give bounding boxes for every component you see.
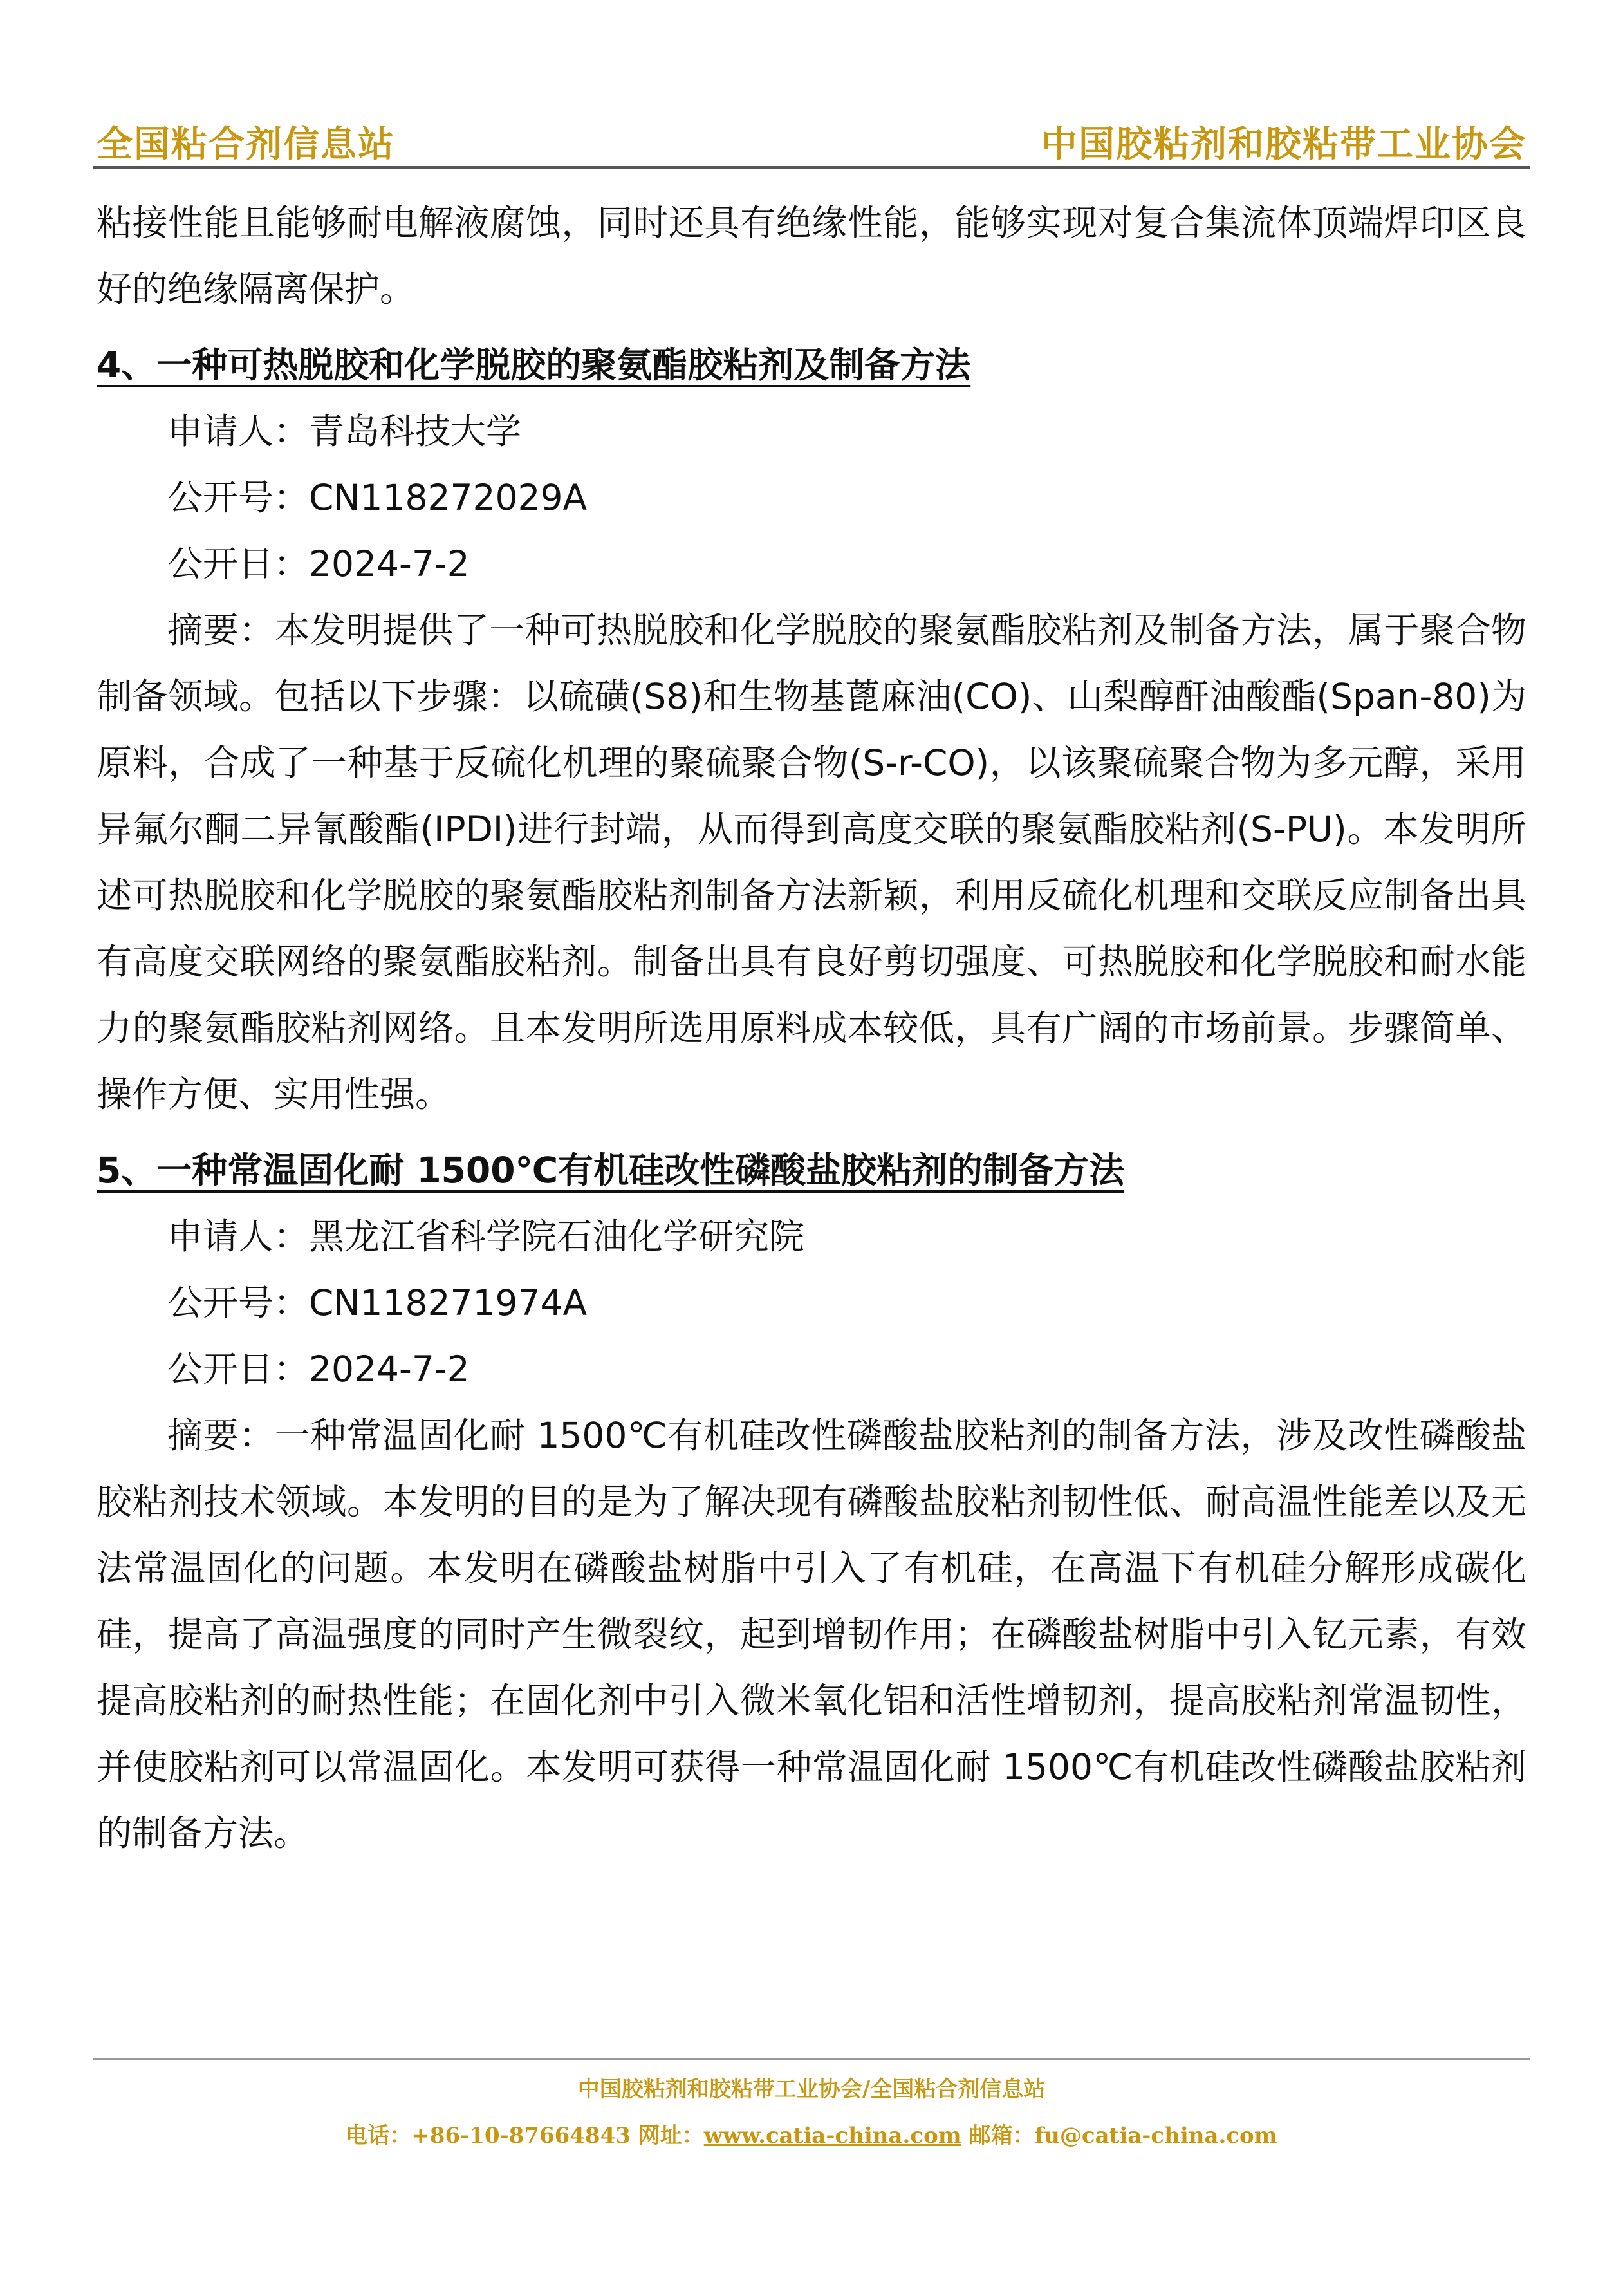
- entry-5-publication-date: 公开日：2024-7-2: [167, 1349, 470, 1390]
- footer-phone: 电话：+86-10-87664843 网址：: [346, 2123, 704, 2149]
- footer-organization: 中国胶粘剂和胶粘带工业协会/全国粘合剂信息站: [577, 2077, 1046, 2102]
- footer-email[interactable]: fu@catia-china.com: [1034, 2123, 1277, 2149]
- footer-contact: [0, 2118, 1623, 2149]
- header-site-name: 全国粘合剂信息站: [97, 124, 395, 165]
- header-association-name: 中国胶粘剂和胶粘带工业协会: [1041, 124, 1526, 165]
- entry-4-abstract: 摘要：本发明提供了一种可热脱胶和化学脱胶的聚氨酯胶粘剂及制备方法，属于聚合物制备领域。包括以下步骤：以硫磺(S8)和生物基蓖麻油(CO)、山梨醇酐油酸酯(Span-80)为原料，合成了一种基于反硫化机理的聚硫聚合物(S-r-CO)，以该聚硫聚合物为多元醇，采用异氟尔酮二异氰酸酯(IPDI)进行封端，从而得到高度交联的聚氨酯胶粘剂(S-PU)。本发明所述可热脱胶和化学脱胶的聚氨酯胶粘剂制备方法新颖，利用反硫化机理和交联反应制备出具有高度交联网络的聚氨酯胶粘剂。制备出具有良好剪切强度、可热脱胶和化学脱胶和耐水能力的聚氨酯胶粘剂网络。且本发明所选用原料成本较低，具有广阔的市场前景。步骤简单、操作方便、实用性强。: [97, 610, 1526, 1115]
- footer-divider: [93, 2058, 1530, 2060]
- entry-4-publication-number: 公开号：CN118272029A: [167, 477, 588, 518]
- intro-paragraph: 粘接性能且能够耐电解液腐蚀，同时还具有绝缘性能，能够实现对复合集流体顶端焊印区良好的绝缘隔离保护。: [97, 202, 1526, 310]
- document-body: [97, 190, 1526, 1867]
- entry-4-applicant: 申请人：青岛科技大学: [167, 411, 522, 452]
- entry-5-publication-number: 公开号：CN118271974A: [167, 1282, 588, 1323]
- entry-5-applicant: 申请人：黑龙江省科学院石油化学研究院: [167, 1216, 805, 1257]
- entry-4-heading: 4、一种可热脱胶和化学脱胶的聚氨酯胶粘剂及制备方法: [97, 344, 971, 386]
- entry-5-heading: 5、一种常温固化耐 1500℃有机硅改性磷酸盐胶粘剂的制备方法: [97, 1150, 1125, 1191]
- entry-5-abstract: 摘要：一种常温固化耐 1500℃有机硅改性磷酸盐胶粘剂的制备方法，涉及改性磷酸盐胶粘剂技术领域。本发明的目的是为了解决现有磷酸盐胶粘剂韧性低、耐高温性能差以及无法常温固化的问题。本发明在磷酸盐树脂中引入了有机硅，在高温下有机硅分解形成碳化硅，提高了高温强度的同时产生微裂纹，起到增韧作用；在磷酸盐树脂中引入钇元素，有效提高胶粘剂的耐热性能；在固化剂中引入微米氧化铝和活性增韧剂，提高胶粘剂常温韧性，并使胶粘剂可以常温固化。本发明可获得一种常温固化耐 1500℃有机硅改性磷酸盐胶粘剂的制备方法。: [97, 1415, 1526, 1854]
- footer-email-label: 邮箱：: [961, 2123, 1035, 2149]
- footer-website-link[interactable]: www.catia-china.com: [703, 2123, 961, 2149]
- header-divider: [93, 166, 1530, 169]
- entry-4-publication-date: 公开日：2024-7-2: [167, 543, 470, 584]
